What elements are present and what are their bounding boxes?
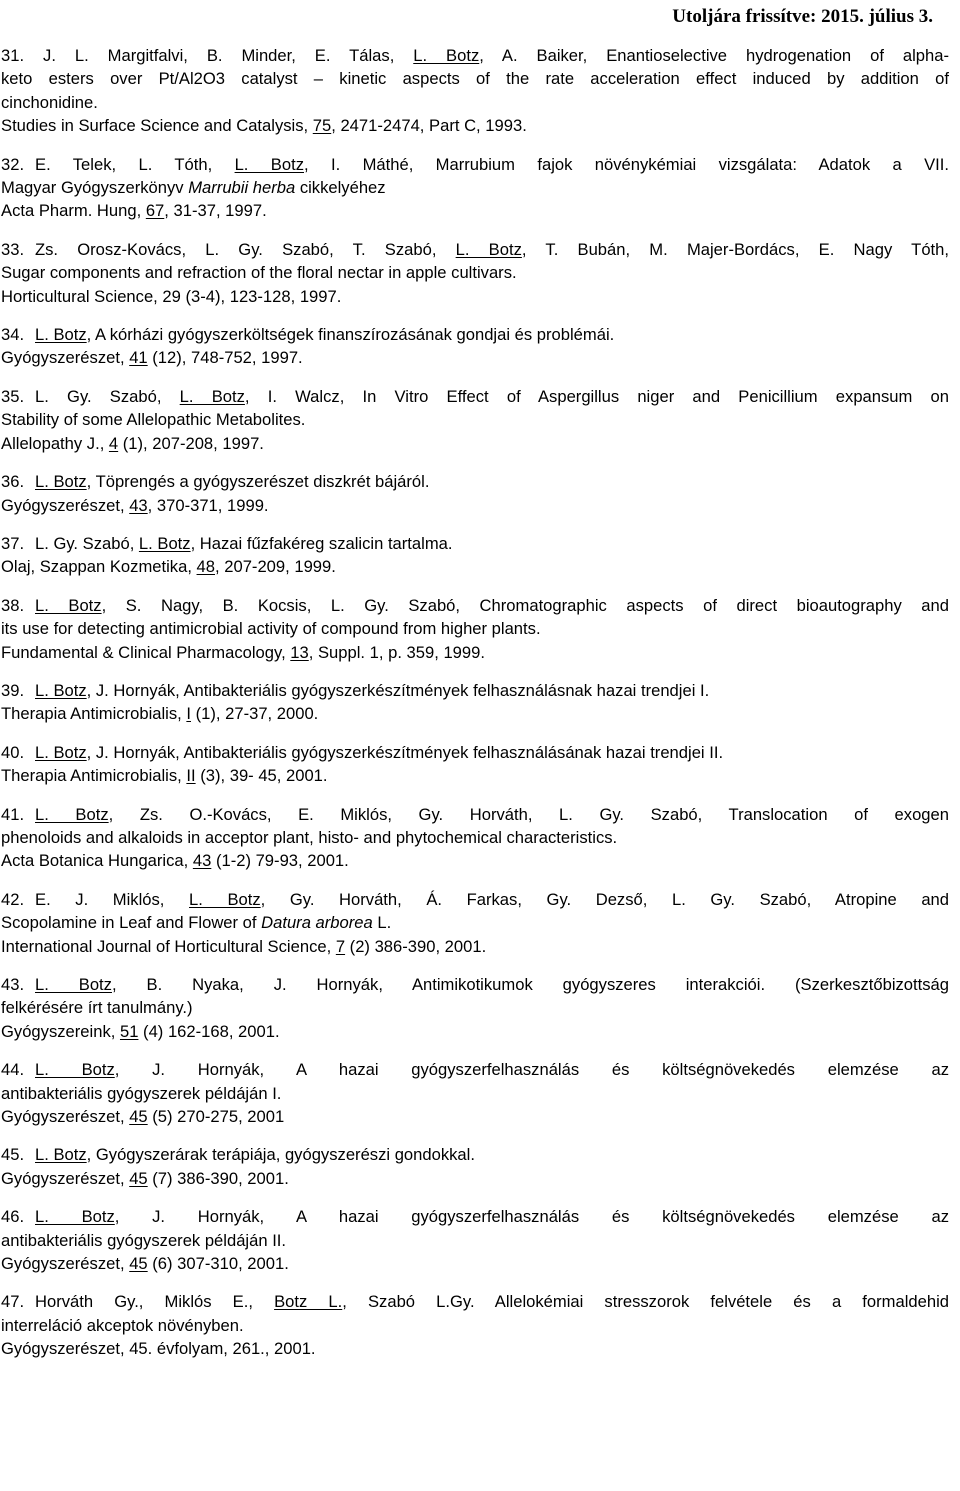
entry-source [1,641,949,664]
title-text: Scopolamine in Leaf and Flower of [1,913,262,933]
entry-number: 38. [1,595,25,615]
publication-entry [1,679,949,726]
entry-number: 46. [1,1207,25,1227]
journal-name: Therapia Antimicrobialis, [1,704,187,724]
last-updated-header: Utoljára frissítve: 2015. július 3. [672,6,933,27]
entry-number: 36. [1,472,25,492]
entry-source [1,114,949,137]
journal-name: Acta Pharm. Hung, [1,201,146,221]
journal-name: Gyógyszerészet, [1,1107,130,1127]
publication-entry [1,532,949,579]
entry-authors-title [1,44,949,67]
journal-name: Gyógyszerészet, [1,1254,130,1274]
entry-source [1,346,949,369]
journal-name: Gyógyszerészet, [1,495,130,515]
publication-entry [1,1290,949,1360]
journal-pages: (1-2) 79-93, 2001. [211,851,349,871]
journal-volume: 43 [129,495,148,515]
entry-number: 35. [1,386,25,406]
author-botz: L. Botz [35,595,102,615]
authors-text: Zs. Orosz-Kovács, L. Gy. Szabó, T. Szabó, [35,239,456,259]
entry-source [1,1020,949,1043]
entry-number: 40. [1,742,25,762]
entry-authors-title [1,741,949,764]
entry-number: 33. [1,239,25,259]
publication-entry [1,470,949,517]
authors-text: E. Telek, L. Tóth, [35,154,235,174]
title-continuation [1,176,949,199]
title-text: , J. Hornyák, A hazai gyógyszerfelhasználás és költségnövekedés elemzése az [114,1207,949,1227]
author-botz: L. Botz [35,1145,87,1165]
entry-source [1,555,949,578]
entry-number: 47. [1,1292,25,1312]
italic-title: Marrubii herba [188,178,296,198]
journal-pages: (7) 386-390, 2001. [147,1168,289,1188]
journal-volume: 67 [145,201,165,221]
entry-source [1,1105,949,1128]
journal-volume: 13 [290,642,309,662]
title-text: cikkelyéhez [295,178,386,198]
entry-authors-title [1,1290,949,1313]
title-text: , B. Nyaka, J. Hornyák, Antimikotikumok gyógyszeres interakciói. (Szerkesztőbizottság [111,975,950,994]
publication-entry [1,44,949,138]
author-botz: L. Botz [413,46,480,65]
title-text: L. [372,913,392,933]
authors-text: , T. Bubán, M. Majer-Bordács, E. Nagy Tóth, [521,239,949,259]
publication-entry [1,741,949,788]
title-continuation [1,911,949,934]
journal-volume: 43 [192,851,212,871]
author-botz: L. Botz [35,1207,115,1227]
journal-volume: 41 [129,348,148,368]
journal-pages: (5) 270-275, 2001 [147,1107,285,1127]
journal-volume: I [186,704,191,724]
journal-volume: 7 [335,936,346,956]
title-text: , J. Hornyák, Antibakteriális gyógyszerkészítmények felhasználásnak hazai trendjei I. [86,680,710,700]
journal-pages: , Suppl. 1, p. 359, 1999. [308,642,485,662]
journal-volume: 45 [129,1107,148,1127]
author-botz: L. Botz [179,386,245,406]
title-text: , Gyógyszerárak terápiája, gyógyszerészi gondokkal. [86,1145,475,1165]
entry-authors-title [1,470,949,493]
author-botz: L. Botz [35,742,87,762]
journal-volume: 75 [312,116,332,136]
authors-text: E. J. Miklós, [35,889,190,909]
title-text: , Hazai fűzfakéreg szalicin tartalma. [190,533,453,553]
author-botz: L. Botz [138,533,191,553]
journal-name: Gyógyszereink, [1,1021,120,1041]
entry-source: Horticultural Science, 29 (3-4), 123-128, 1997. [1,286,342,306]
title-text: , Töprengés a gyógyszerészet diszkrét bájáról. [86,472,430,492]
journal-name: Studies in Surface Science and Catalysis, [1,116,313,136]
entry-authors-title [1,888,949,911]
authors-text: L. Gy. Szabó, [35,533,139,553]
journal-pages: (4) 162-168, 2001. [138,1021,280,1041]
publication-entry [1,803,949,873]
journal-pages: , 370-371, 1999. [147,495,269,515]
entry-number: 42. [1,889,25,909]
entry-source [1,702,949,725]
journal-pages: , 31-37, 1997. [164,201,267,221]
journal-name: Olaj, Szappan Kozmetika, [1,557,197,577]
authors-text: J. L. Margitfalvi, B. Minder, E. Tálas, [43,46,414,65]
entry-number: 34. [1,325,25,345]
publication-entry [1,888,949,958]
title-continuation: antibakteriális gyógyszerek példáján II. [1,1230,287,1250]
entry-authors-title [1,803,949,826]
journal-pages: , 2471-2474, Part C, 1993. [331,116,527,136]
publication-entry [1,973,949,1043]
entry-source [1,199,949,222]
entry-authors-title [1,532,949,555]
entry-authors-title [1,679,949,702]
entry-authors-title [1,1205,949,1228]
title-continuation: its use for detecting antimicrobial activity of compound from higher plants. [1,619,541,639]
publication-entry [1,323,949,370]
journal-volume: 4 [108,433,119,453]
entry-number: 43. [1,975,25,994]
journal-pages: (12), 748-752, 1997. [147,348,303,368]
publication-entry [1,153,949,223]
entry-authors-title [1,153,949,176]
title-continuation: cinchonidine. [1,92,98,112]
author-botz: Botz L. [274,1292,343,1312]
author-botz: L. Botz [35,325,87,345]
publication-entry [1,1143,949,1190]
authors-text: L. Gy. Szabó, [35,386,180,406]
author-botz: L. Botz [35,680,87,700]
journal-name: Gyógyszerészet, [1,1168,130,1188]
entry-number: 45. [1,1145,25,1165]
entry-number: 41. [1,804,25,824]
title-text: , Zs. O.-Kovács, E. Miklós, Gy. Horváth, L. Gy. Szabó, Translocation of exogen [108,804,949,824]
entry-number: 39. [1,680,25,700]
title-text: , J. Hornyák, A hazai gyógyszerfelhasználás és költségnövekedés elemzése az [114,1060,949,1080]
publication-entry [1,1205,949,1275]
entry-source [1,935,949,958]
journal-pages: (1), 27-37, 2000. [191,704,319,724]
entry-authors-title [1,385,949,408]
title-continuation: keto esters over Pt/Al2O3 catalyst – kinetic aspects of the rate acceleration effect induced by addition of [1,69,949,89]
entry-number: 32. [1,154,25,174]
entry-source [1,432,949,455]
entry-number: 37. [1,533,25,553]
entry-number: 31. [1,46,25,65]
title-continuation: phenoloids and alkaloids in acceptor plant, histo- and phytochemical characteristics. [1,827,618,847]
title-text: , Gy. Horváth, Á. Farkas, Gy. Dezső, L. Gy. Szabó, Atropine and [260,889,950,909]
author-botz: L. Botz [455,239,522,259]
author-botz: L. Botz [189,889,261,909]
entry-source [1,494,949,517]
author-botz: L. Botz [234,154,304,174]
title-text: , I. Máthé, Marrubium fajok növénykémiai vizsgálata: Adatok a VII. [304,154,949,174]
entry-authors-title [1,973,949,996]
publication-list [1,44,949,1376]
entry-authors-title [1,323,949,346]
entry-number: 44. [1,1060,25,1080]
journal-name: Allelopathy J., [1,433,109,453]
title-text: , S. Nagy, B. Kocsis, L. Gy. Szabó, Chromatographic aspects of direct bioautography and [101,595,949,615]
publication-entry [1,385,949,455]
author-botz: L. Botz [35,1060,115,1080]
title-text: , I. Walcz, In Vitro Effect of Aspergillus niger and Penicillium expansum on [244,386,950,406]
title-text: , A. Baiker, Enantioselective hydrogenation of alpha- [479,46,950,65]
title-text: Magyar Gyógyszerkönyv [1,178,189,198]
journal-pages: (2) 386-390, 2001. [345,936,487,956]
journal-pages: , 207-209, 1999. [215,557,336,577]
title-continuation: Stability of some Allelopathic Metabolites. [1,410,306,430]
journal-volume: 48 [196,557,216,577]
journal-pages: (3), 39- 45, 2001. [195,766,328,786]
publication-entry [1,238,949,308]
entry-source [1,849,949,872]
journal-volume: 45 [129,1168,148,1188]
entry-source: Gyógyszerészet, 45. évfolyam, 261., 2001. [1,1339,316,1359]
entry-source [1,1252,949,1275]
title-continuation: antibakteriális gyógyszerek példáján I. [1,1083,282,1103]
entry-authors-title [1,1058,949,1081]
title-continuation: interreláció akceptok növényben. [1,1315,244,1335]
title-text: , A kórházi gyógyszerköltségek finanszírozásának gondjai és problémái. [86,325,615,345]
title-text: , J. Hornyák, Antibakteriális gyógyszerkészítmények felhasználásának hazai trendjei II. [86,742,724,762]
journal-pages: (6) 307-310, 2001. [147,1254,289,1274]
entry-source [1,1167,949,1190]
author-botz: L. Botz [35,472,87,492]
publication-entry [1,594,949,664]
journal-name: Fundamental & Clinical Pharmacology, [1,642,291,662]
journal-pages: (1), 207-208, 1997. [118,433,264,453]
journal-volume: 45 [129,1254,148,1274]
author-botz: L. Botz [35,804,109,824]
journal-name: Gyógyszerészet, [1,348,130,368]
author-botz: L. Botz [35,975,112,994]
italic-title: Datura arborea [261,913,373,933]
entry-source [1,764,949,787]
authors-text: Horváth Gy., Miklós E., [35,1292,275,1312]
entry-authors-title [1,1143,949,1166]
journal-volume: 51 [119,1021,139,1041]
publication-entry [1,1058,949,1128]
entry-authors-title [1,238,949,261]
title-text: , Szabó L.Gy. Allelokémiai stresszorok felvétele és a formaldehid [342,1292,949,1312]
entry-authors-title [1,594,949,617]
journal-name: International Journal of Horticultural Science, [1,936,336,956]
title-continuation: felkérésére írt tanulmány.) [1,998,193,1018]
journal-volume: II [186,766,196,786]
title-continuation: Sugar components and refraction of the floral nectar in apple cultivars. [1,263,517,283]
journal-name: Acta Botanica Hungarica, [1,851,193,871]
journal-name: Therapia Antimicrobialis, [1,766,187,786]
